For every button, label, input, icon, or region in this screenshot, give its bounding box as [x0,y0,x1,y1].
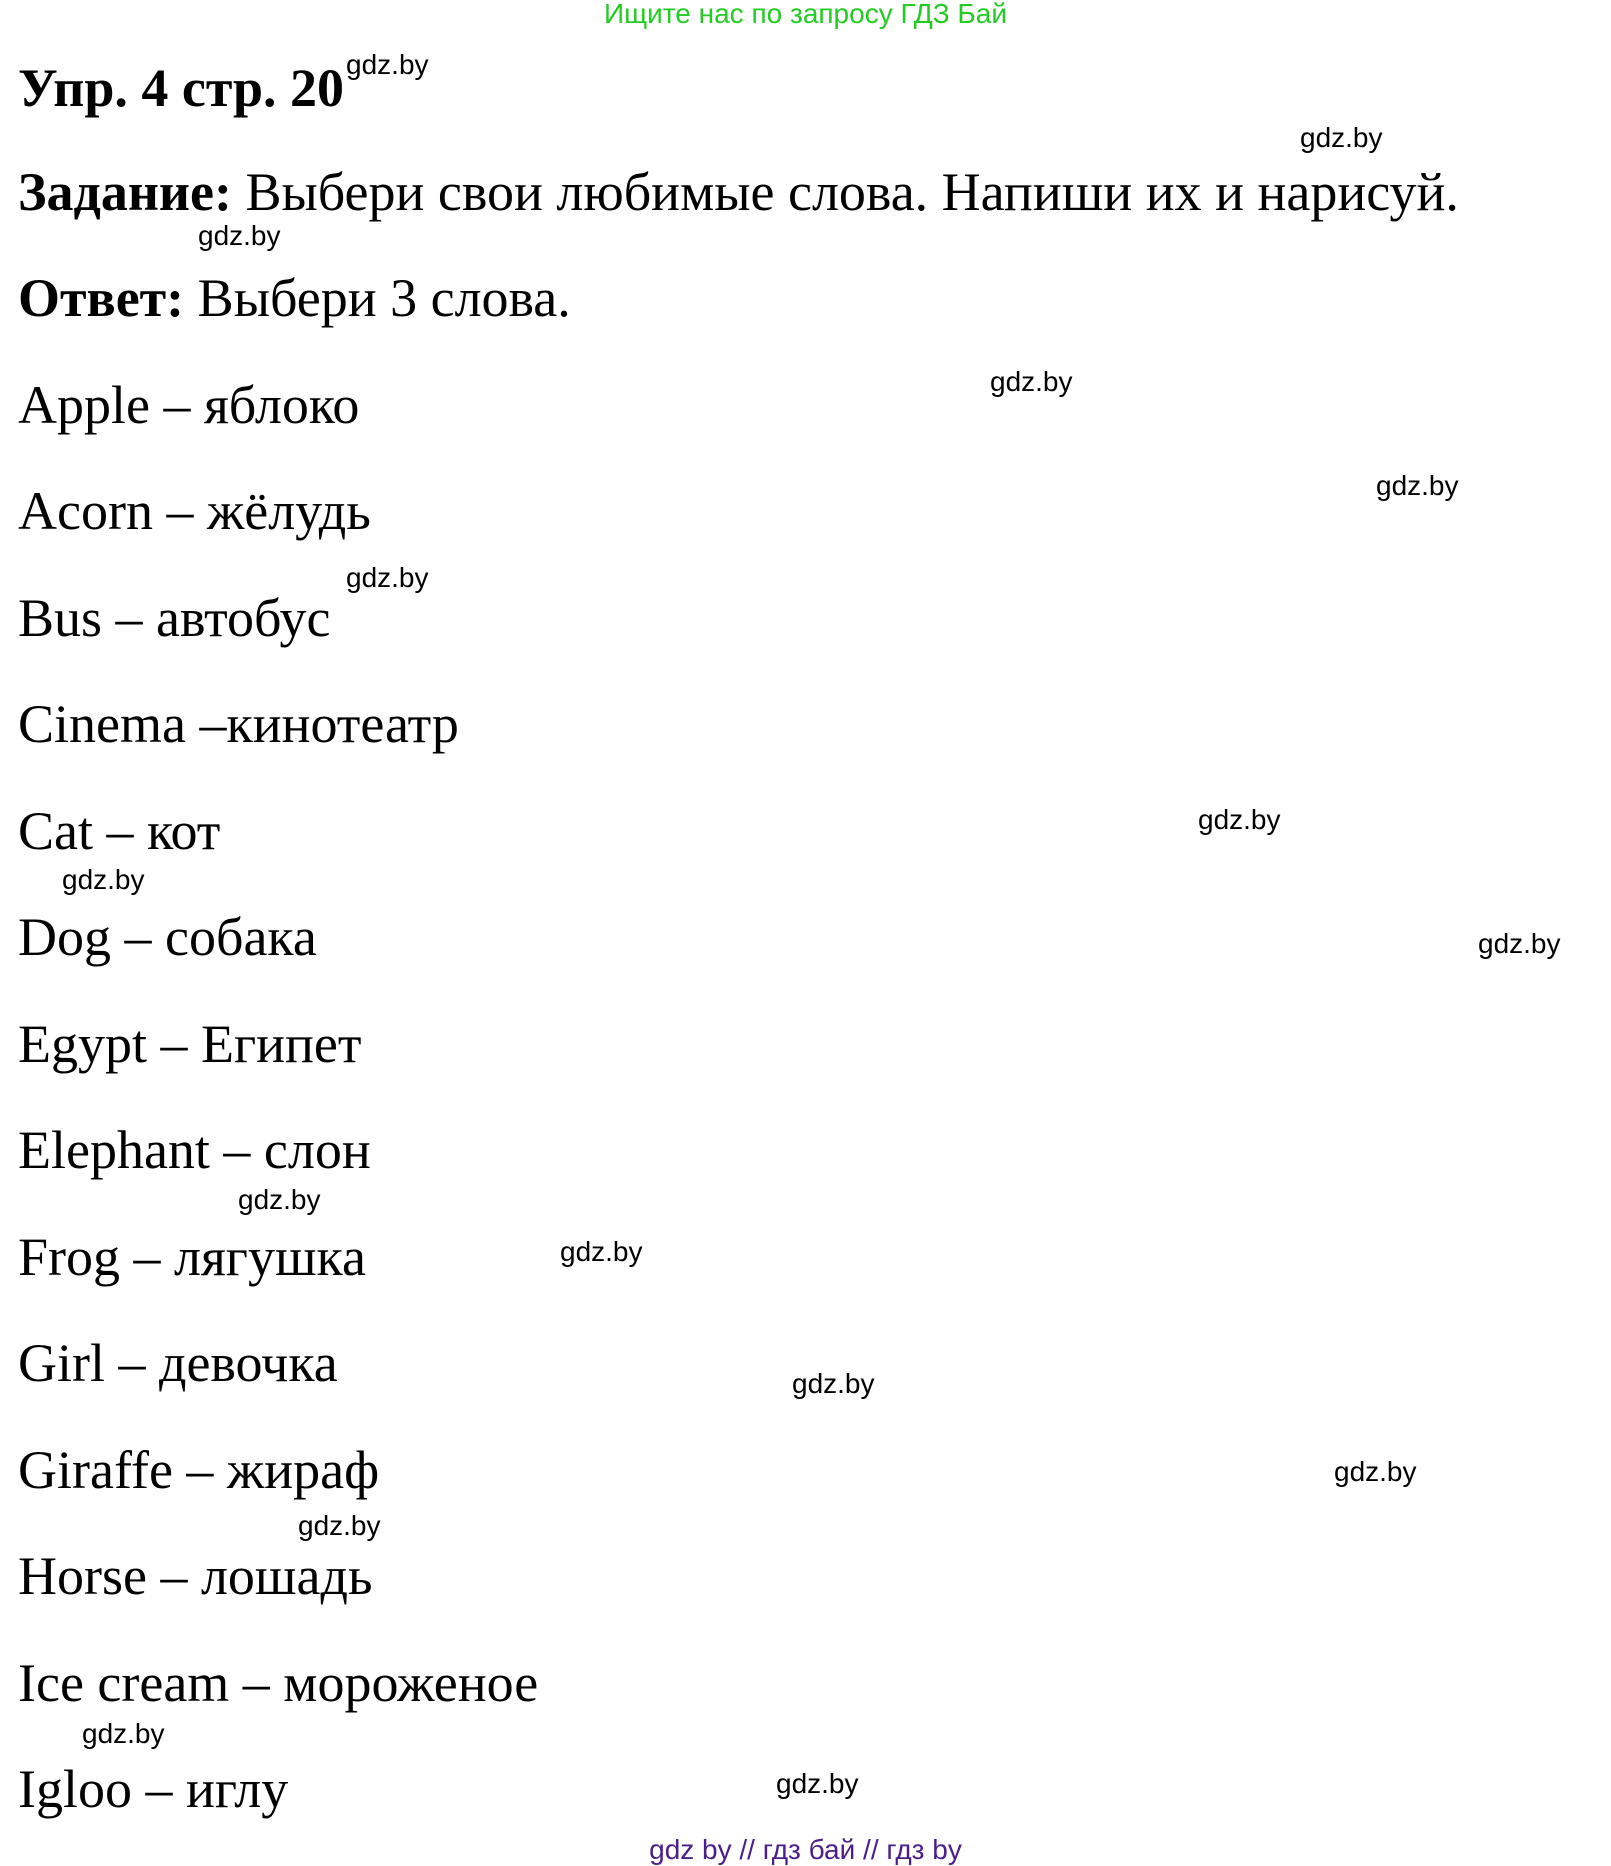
watermark: gdz.by [990,366,1073,397]
word-item: Igloo – иглу [18,1759,289,1819]
task-text: Выбери свои любимые слова. Напиши их и нарисуй. [232,162,1459,222]
word-item: Frog – лягушка [18,1227,366,1287]
watermark: gdz.by [1198,804,1281,835]
word-item: Acorn – жёлудь [18,481,371,541]
task-line [18,160,1459,224]
watermark: gdz.by [62,864,145,895]
word-item: Dog – собака [18,907,317,967]
word-item: Egypt – Египет [18,1014,362,1074]
answer-label: Ответ: [18,268,185,328]
watermark: gdz.by [1478,928,1561,959]
word-item: Ice cream – мороженое [18,1653,539,1713]
word-item: Cinema –кинотеатр [18,694,459,754]
watermark: gdz.by [1376,470,1459,501]
watermark: gdz.by [298,1510,381,1541]
watermark: gdz.by [1300,122,1383,153]
title-text: Упр. 4 стр. 20 [18,58,345,118]
word-item: Apple – яблоко [18,375,360,435]
watermark: gdz.by [346,562,429,593]
word-item: Giraffe – жираф [18,1440,380,1500]
answer-line [18,266,571,330]
word-item: Elephant – слон [18,1120,371,1180]
title-watermark: gdz.by [346,49,429,80]
watermark: gdz.by [82,1718,165,1749]
page-title [18,49,429,129]
watermark: gdz.by [776,1768,859,1799]
watermark: gdz.by [198,220,281,251]
word-item: Horse – лошадь [18,1546,373,1606]
watermark: gdz.by [1334,1456,1417,1487]
watermark: gdz.by [560,1236,643,1267]
footer-links: gdz by // гдз бай // гдз by [649,1834,962,1865]
word-item: Bus – автобус [18,588,331,648]
watermark: gdz.by [792,1368,875,1399]
top-banner: Ищите нас по запросу ГДЗ Бай [603,0,1008,29]
word-item: Cat – кот [18,801,221,861]
task-label: Задание: [18,162,232,222]
answer-text: Выбери 3 слова. [184,268,571,328]
watermark: gdz.by [238,1184,321,1215]
word-item: Girl – девочка [18,1333,338,1393]
